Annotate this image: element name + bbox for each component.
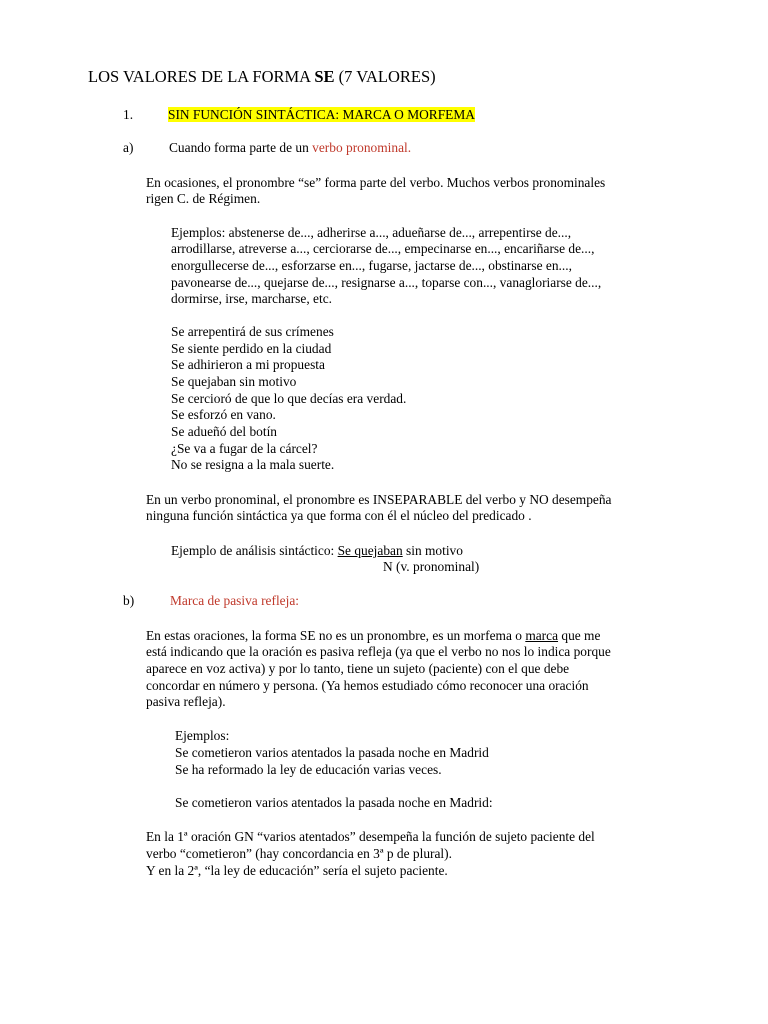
part-b-final-line: En la 1ª oración GN “varios atentados” desempeña la función de sujeto paciente del (146, 829, 595, 844)
part-a-paragraph-line: rigen C. de Régimen. (146, 191, 261, 206)
part-b-example: Se ha reformado la ley de educación varias veces. (175, 762, 442, 777)
analysis-underlined-verb: Se quejaban (337, 543, 403, 558)
part-b-paragraph-line: aparece en voz activa) y por lo tanto, tiene un sujeto (paciente) con el que debe (146, 661, 570, 676)
part-a-heading (169, 140, 411, 157)
title-suffix: (7 VALORES) (334, 67, 436, 86)
analysis-example (171, 543, 463, 560)
part-b-repeat-example: Se cometieron varios atentados la pasada noche en Madrid: (175, 795, 493, 810)
example-sentence: Se adhirieron a mi propuesta (171, 357, 325, 372)
example-sentence: Se adueñó del botín (171, 424, 277, 439)
part-a-term: verbo pronominal. (312, 140, 412, 155)
part-b-paragraph-line: concordar en número y persona. (Ya hemos estudiado cómo reconocer una oración (146, 678, 589, 693)
verb-list-line: arrodillarse, atreverse a..., cerciorarse de..., empecinarse en..., encariñarse de..., (171, 241, 595, 256)
analysis-note: N (v. pronominal) (383, 559, 480, 574)
explanation-line: ninguna función sintáctica ya que forma con él el núcleo del predicado . (146, 508, 532, 523)
part-a-paragraph-line: En ocasiones, el pronombre “se” forma parte del verbo. Muchos verbos pronominales (146, 175, 606, 190)
part-b-final-line: verbo “cometieron” (hay concordancia en 3ª p de plural). (146, 846, 452, 861)
example-sentence: Se esforzó en vano. (171, 407, 276, 422)
explanation-line: En un verbo pronominal, el pronombre es INSEPARABLE del verbo y NO desempeña (146, 492, 612, 507)
analysis-rest: sin motivo (402, 543, 463, 558)
part-b-examples-label: Ejemplos: (175, 728, 230, 743)
verb-list-line: pavonearse de..., quejarse de..., resignarse a..., toparse con..., vanagloriarse de..., (171, 275, 602, 290)
part-b-para-text: En estas oraciones, la forma SE no es un pronombre, es un morfema o (146, 628, 526, 643)
part-b-paragraph-line (146, 628, 600, 645)
title-bold-se: SE (314, 67, 335, 86)
example-sentence: Se arrepentirá de sus crímenes (171, 324, 334, 339)
part-b-para-text-end: que me (558, 628, 601, 643)
part-b-final-line: Y en la 2ª, “la ley de educación” sería el sujeto paciente. (146, 863, 448, 878)
section-1-heading (168, 107, 475, 124)
verb-list-line: dormirse, irse, marcharse, etc. (171, 291, 332, 306)
example-sentence: Se siente perdido en la ciudad (171, 341, 332, 356)
part-b-heading-text: Marca de pasiva refleja: (170, 593, 299, 608)
part-b-letter: b) (123, 593, 135, 608)
example-sentence: Se cercioró de que lo que decías era verdad. (171, 391, 407, 406)
example-sentence: ¿Se va a fugar de la cárcel? (171, 441, 318, 456)
part-a-letter: a) (123, 140, 134, 155)
verb-list-line: Ejemplos: abstenerse de..., adherirse a..., adueñarse de..., arrepentirse de..., (171, 225, 572, 240)
part-b-paragraph-line: pasiva refleja). (146, 694, 226, 709)
title-text: LOS VALORES DE LA FORMA (88, 67, 315, 86)
example-sentence: No se resigna a la mala suerte. (171, 457, 335, 472)
section-1-heading-highlight: SIN FUNCIÓN SINTÁCTICA: MARCA O MORFEMA (168, 107, 475, 122)
part-a-intro: Cuando forma parte de un (169, 140, 313, 155)
part-b-marca-underlined: marca (525, 628, 559, 643)
part-b-paragraph-line: está indicando que la oración es pasiva refleja (ya que el verbo no nos lo indica porque (146, 644, 611, 659)
analysis-label: Ejemplo de análisis sintáctico: (171, 543, 338, 558)
section-1-number: 1. (123, 107, 134, 122)
part-b-heading (170, 593, 299, 610)
part-b-example: Se cometieron varios atentados la pasada noche en Madrid (175, 745, 489, 760)
verb-list-line: enorgullecerse de..., esforzarse en..., fugarse, jactarse de..., obstinarse en..., (171, 258, 572, 273)
page-title (88, 67, 436, 87)
example-sentence: Se quejaban sin motivo (171, 374, 297, 389)
